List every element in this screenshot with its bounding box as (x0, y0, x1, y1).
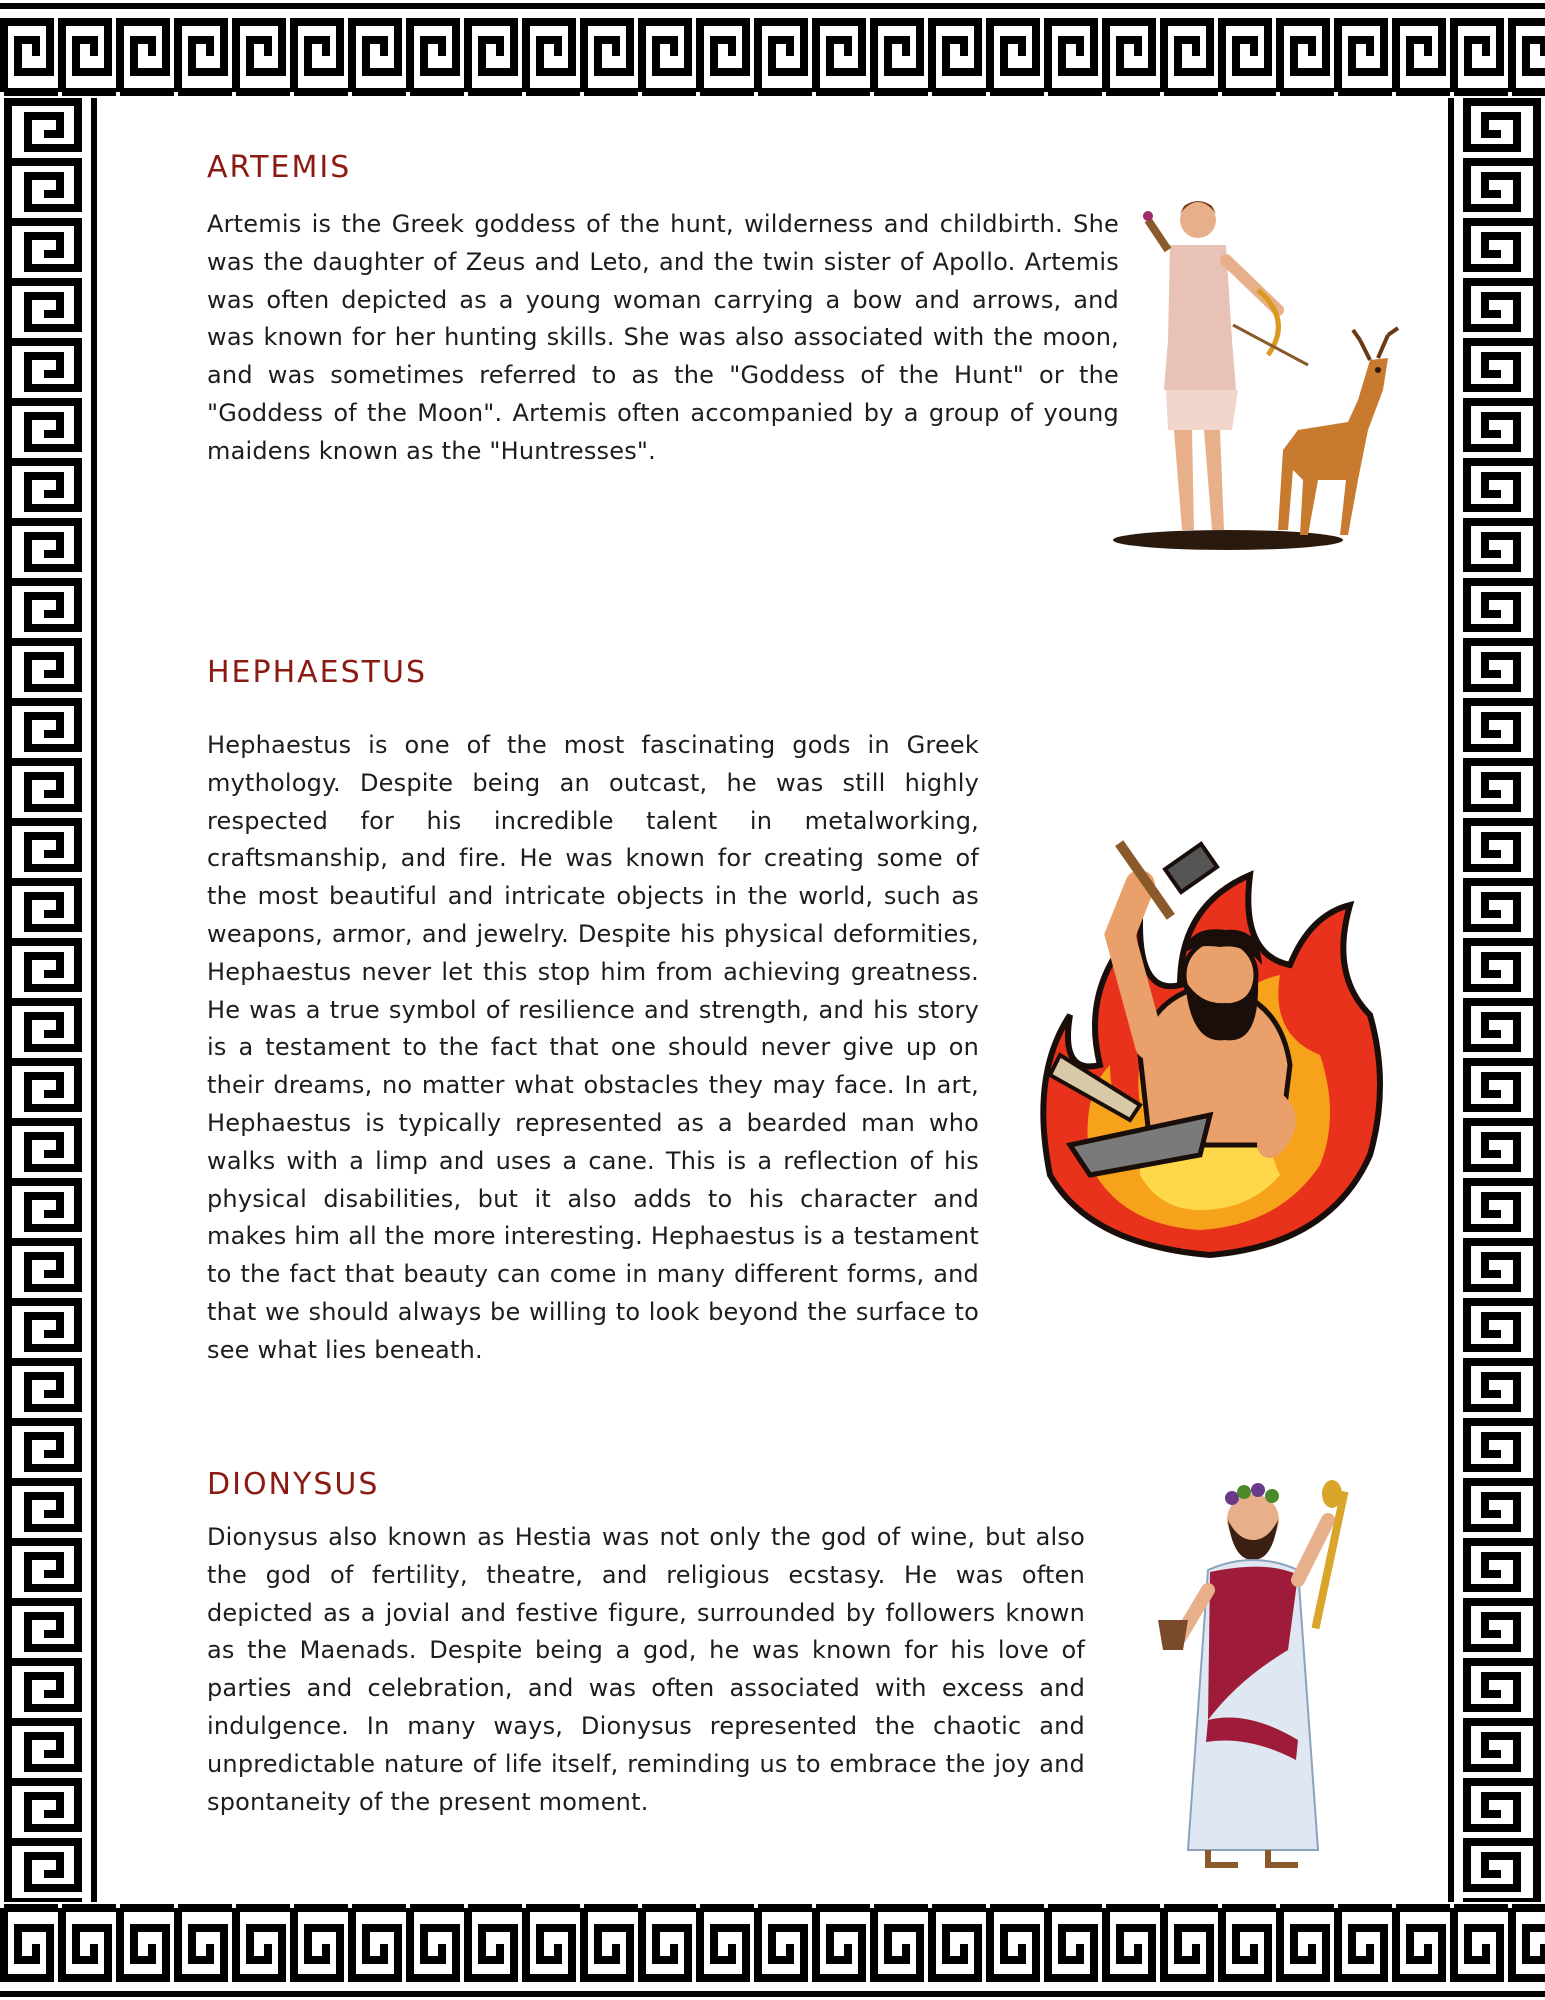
dionysus-title: DIONYSUS (207, 1467, 380, 1502)
artemis-body: Artemis is the Greek goddess of the hunt, wilderness and childbirth. She was the daughter of Zeus and Leto, and the twin sister of Apollo. Artemis was often depicted as a young woman carrying a bow and arrows, and was known for her hunting skills. She was also associated with the moon, and was sometimes referred to as the "Goddess of the Hunt" or the "Goddess of the Moon". Artemis often accompanied by a group of young maidens known as the "Huntresses". (207, 210, 1119, 465)
artemis-title: ARTEMIS (207, 150, 352, 185)
greek-key-border-left (0, 98, 100, 1902)
artemis-illustration (1108, 190, 1408, 550)
greek-key-border-bottom (0, 1902, 1545, 2000)
greek-key-border-top (0, 0, 1545, 98)
dionysus-figure-icon (1158, 1480, 1348, 1865)
greek-key-border-right (1445, 98, 1545, 1902)
dionysus-body: Dionysus also known as Hestia was not only the god of wine, but also the god of fertility, theatre, and religious ecstasy. He was often depicted as a jovial and festive figure, surrounded by followers known as the Maenads. Despite being a god, he was known for his love of parties and celebration, and was often associated with excess and indulgence. In many ways, Dionysus represented the chaotic and unpredictable nature of life itself, reminding us to embrace the joy and spontaneity of the present moment. (207, 1523, 1085, 1816)
hephaestus-body: Hephaestus is one of the most fascinating gods in Greek mythology. Despite being an outcast, he was still highly respected for his incredible talent in metalworking, craftsmanship, and fire. He was known for creating some of the most beautiful and intricate objects in the world, such as weapons, armor, and jewelry. Despite his physical deformities, Hephaestus never let this stop him from achieving greatness. He was a true symbol of resilience and strength, and his story is a testament to the fact that one should never give up on their dreams, no matter what obstacles they may face. In art, Hephaestus is typically represented as a bearded man who walks with a limp and uses a cane. This is a reflection of his physical disabilities, but it also adds to his character and makes him all the more interesting. Hephaestus is a testament to the fact that beauty can come in many different forms, and that we should always be willing to look beyond the surface to see what lies beneath. (207, 731, 979, 1364)
hephaestus-illustration (1030, 815, 1390, 1265)
hephaestus-title: HEPHAESTUS (207, 655, 428, 690)
dionysus-illustration (1148, 1480, 1368, 1870)
